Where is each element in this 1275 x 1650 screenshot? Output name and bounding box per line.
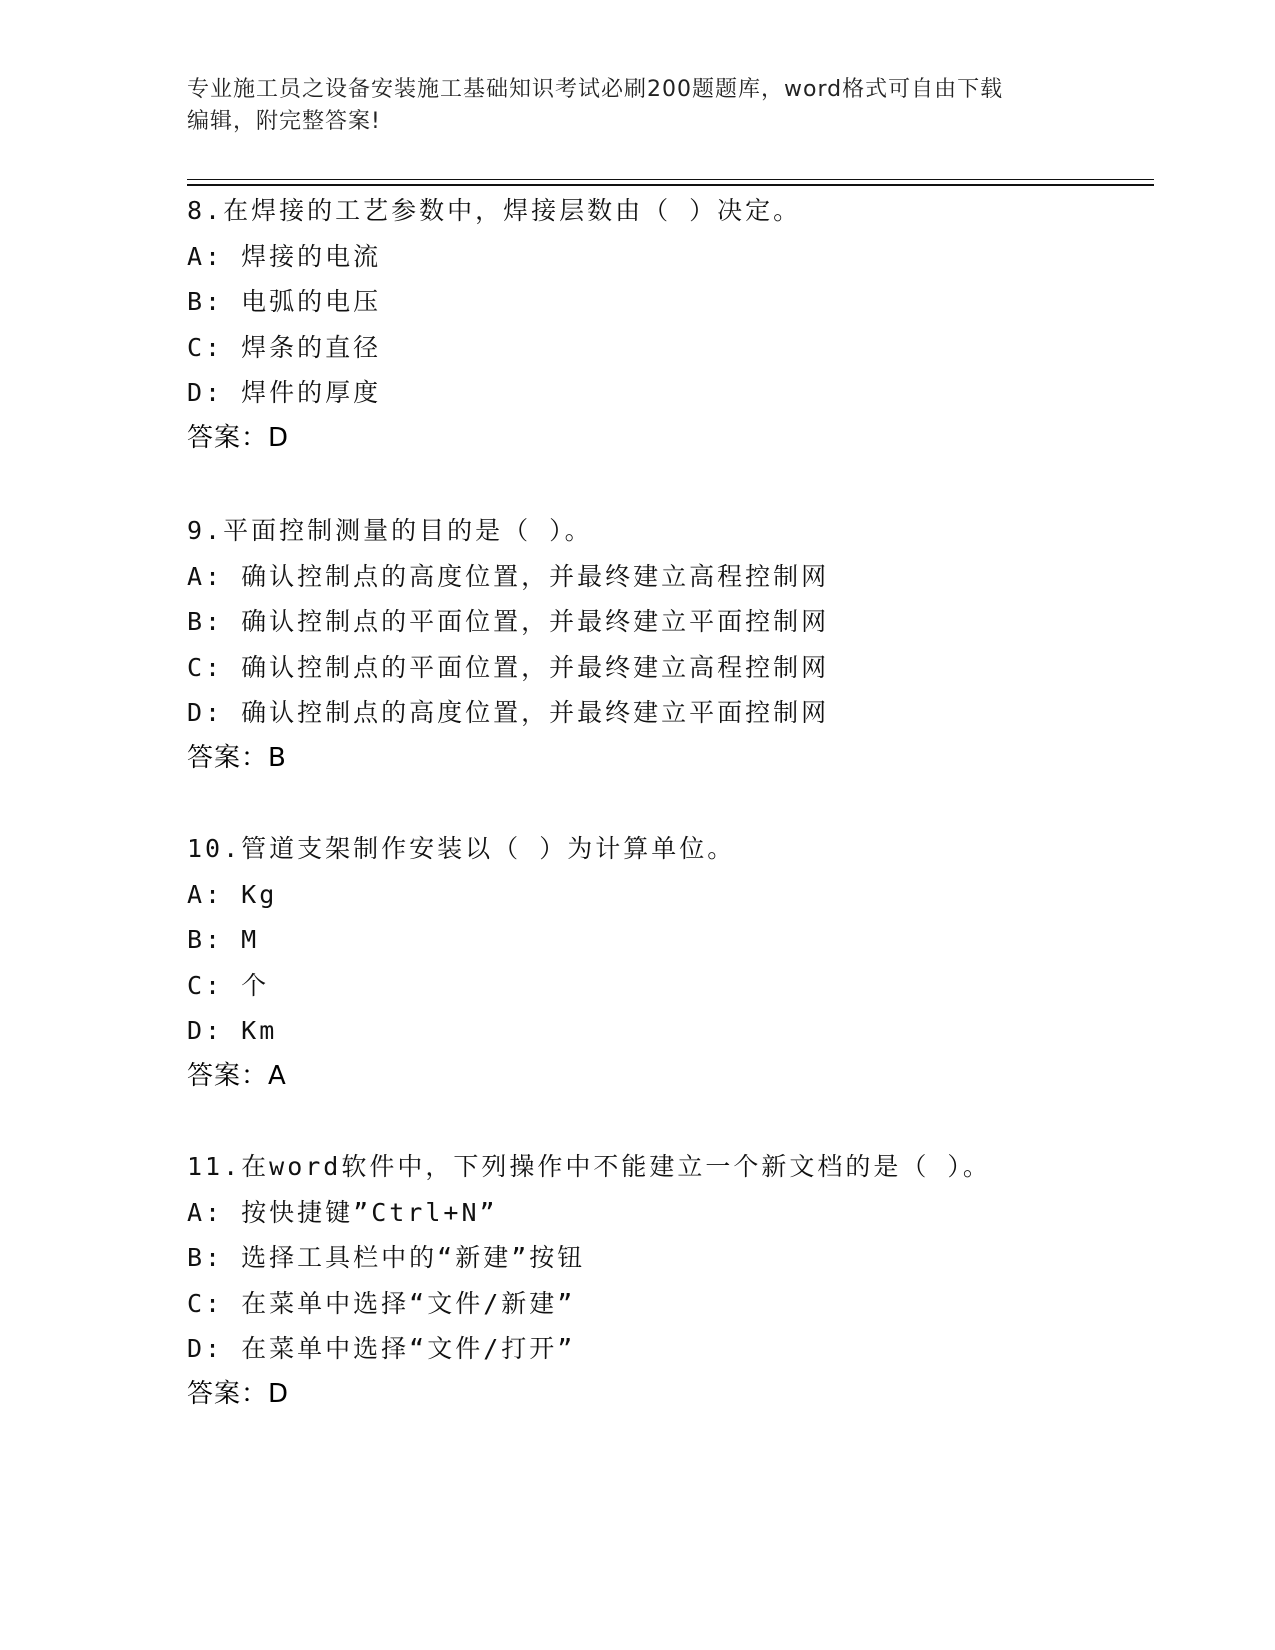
header-line-1: 专业施工员之设备安装施工基础知识考试必刷200题题库，word格式可自由下载 xyxy=(187,77,1004,102)
option-c: C: 个 xyxy=(187,970,270,1000)
answer-text: 答案：D xyxy=(187,422,290,453)
header-divider-thin xyxy=(187,179,1154,180)
answer-text: 答案：A xyxy=(187,1060,287,1091)
option-d: D: 在菜单中选择“文件/打开” xyxy=(187,1334,576,1363)
option-b: B: M xyxy=(187,925,260,954)
option-a: A: 焊接的电流 xyxy=(187,241,382,271)
option-a: A: 确认控制点的高度位置，并最终建立高程控制网 xyxy=(187,561,830,591)
option-a: A: Kg xyxy=(187,879,278,909)
question-text: 8.在焊接的工艺参数中，焊接层数由（ ）决定。 xyxy=(187,196,802,225)
option-a: A: 按快捷键”Ctrl+N” xyxy=(187,1197,498,1227)
option-b: B: 电弧的电压 xyxy=(187,287,382,316)
header-line-2: 编辑，附完整答案! xyxy=(187,109,381,134)
option-b: B: 确认控制点的平面位置，并最终建立平面控制网 xyxy=(187,607,830,636)
question-text: 11.在word软件中，下列操作中不能建立一个新文档的是（ ）。 xyxy=(187,1152,991,1181)
option-c: C: 在菜单中选择“文件/新建” xyxy=(187,1288,576,1318)
option-d: D: 确认控制点的高度位置，并最终建立平面控制网 xyxy=(187,698,830,727)
option-c: C: 确认控制点的平面位置，并最终建立高程控制网 xyxy=(187,652,830,682)
question-block xyxy=(187,188,1187,461)
document-header xyxy=(187,74,1107,138)
option-d: D: 焊件的厚度 xyxy=(187,378,382,407)
option-c: C: 焊条的直径 xyxy=(187,332,382,362)
question-block xyxy=(187,1144,1187,1417)
question-block xyxy=(187,508,1187,781)
question-block xyxy=(187,826,1187,1099)
header-divider-thick xyxy=(187,184,1154,186)
option-b: B: 选择工具栏中的“新建”按钮 xyxy=(187,1243,586,1272)
answer-text: 答案：D xyxy=(187,1378,290,1409)
option-d: D: Km xyxy=(187,1016,278,1045)
answer-text: 答案：B xyxy=(187,742,287,773)
question-text: 9.平面控制测量的目的是（ ）。 xyxy=(187,516,593,545)
question-text: 10.管道支架制作安装以（ ）为计算单位。 xyxy=(187,834,736,863)
